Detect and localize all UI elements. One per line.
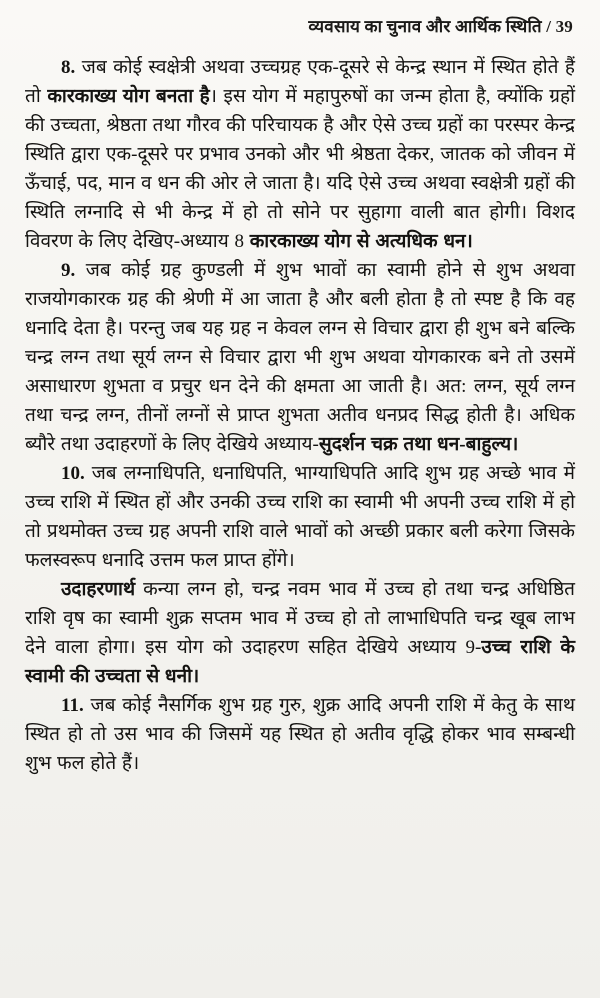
bold-text-segment: कारकाख्य योग से अत्यधिक धन। [249, 231, 473, 252]
text-segment: जब कोई नैसर्गिक शुभ ग्रह गुरु, शुक्र आदि अपनी राशि में केतु के साथ स्थित हो तो उस भाव की जिसमें यह स्थित हो अतीव वृद्धि होकर भाव सम्बन्धी शुभ फल होते हैं। [25, 695, 575, 774]
bold-text-segment: कारकाख्य योग बनता है [47, 86, 210, 107]
bold-text-segment: उच्च राशि के स्वामी की उच्चता से धनी। [25, 637, 575, 687]
text-segment: । इस योग में महापुरुषों का जन्म होता है, क्योंकि ग्रहों की उच्चता, श्रेष्ठता तथा गौरव की परिचायक है और ऐसे उच्च ग्रहों का परस्पर केन्द्र स्थिति द्वारा एक-दूसरे पर प्रभाव उनको और भी श्रेष्ठता देकर, जातक को जीवन में ऊँचाई, पद, मान व धन की ओर ले जाता है। यदि ऐसे उच्च अथवा स्वक्षेत्री ग्रहों की स्थिति लग्नादि से भी केन्द्र में हो तो सोने पर सुहागा वाली बात होगी। विशद विवरण के लिए देखिए-अध्याय 8 [25, 86, 575, 252]
para-11 [25, 691, 575, 778]
bold-text-segment: उदाहरणार्थ [61, 579, 136, 600]
text-segment: जब कोई ग्रह कुण्डली में शुभ भावों का स्वामी होने से शुभ अथवा राजयोगकारक ग्रह की श्रेणी में आ जाता है और बली होता है तो स्पष्ट है कि वह धनादि देता है। परन्तु जब यह ग्रह न केवल लग्न से विचार द्वारा ही शुभ बने बल्कि चन्द्र लग्न तथा सूर्य लग्न से विचार द्वारा भी शुभ अथवा योगकारक बने तो उसमें असाधारण शुभता व प्रचुर धन देने की क्षमता आ जाती है। अत: लग्न, सूर्य लग्न तथा चन्द्र लग्न, तीनों लग्नों से प्राप्त शुभता अतीव धनप्रद सिद्ध होती है। अधिक ब्यौरे तथा उदाहरणों के लिए देखिये अध्याय- [25, 260, 575, 455]
bold-text-segment: 9. [61, 260, 76, 281]
running-header [25, 12, 575, 45]
para-8 [25, 53, 575, 256]
text-segment: जब कोई स्वक्षेत्री अथवा उच्चग्रह एक-दूसरे से केन्द्र स्थान में स्थित होते हैं तो [25, 57, 575, 107]
bold-text-segment: 8. [61, 57, 76, 78]
bold-text-segment: सुदर्शन चक्र तथा धन-बाहुल्य। [318, 434, 519, 455]
header-title-and-page-number: व्यवसाय का चुनाव और आर्थिक स्थिति / 39 [308, 17, 573, 36]
bold-text-segment: 11. [61, 695, 84, 716]
para-10 [25, 459, 575, 575]
text-segment: जब लग्नाधिपति, धनाधिपति, भाग्याधिपति आदि शुभ ग्रह अच्छे भाव में उच्च राशि में स्थित हों और उनकी उच्च राशि का स्वामी भी अपनी उच्च राशि में हो तो प्रथमोक्त उच्च ग्रह अपनी राशि वाले भावों को अच्छी प्रकार बली करेगा जिसके फलस्वरूप धनादि उत्तम फल प्राप्त होंगे। [25, 463, 575, 571]
text-segment: कन्या लग्न हो, चन्द्र नवम भाव में उच्च हो तथा चन्द्र अधिष्ठित राशि वृष का स्वामी शुक्र सप्तम भाव में उच्च हो तो लाभाधिपति चन्द्र खूब लाभ देने वाला होगा। इस योग को उदाहरण सहित देखिये अध्याय 9- [25, 579, 575, 658]
para-udaharan [25, 575, 575, 691]
page-body [25, 53, 575, 778]
bold-text-segment: 10. [61, 463, 85, 484]
para-9 [25, 256, 575, 459]
